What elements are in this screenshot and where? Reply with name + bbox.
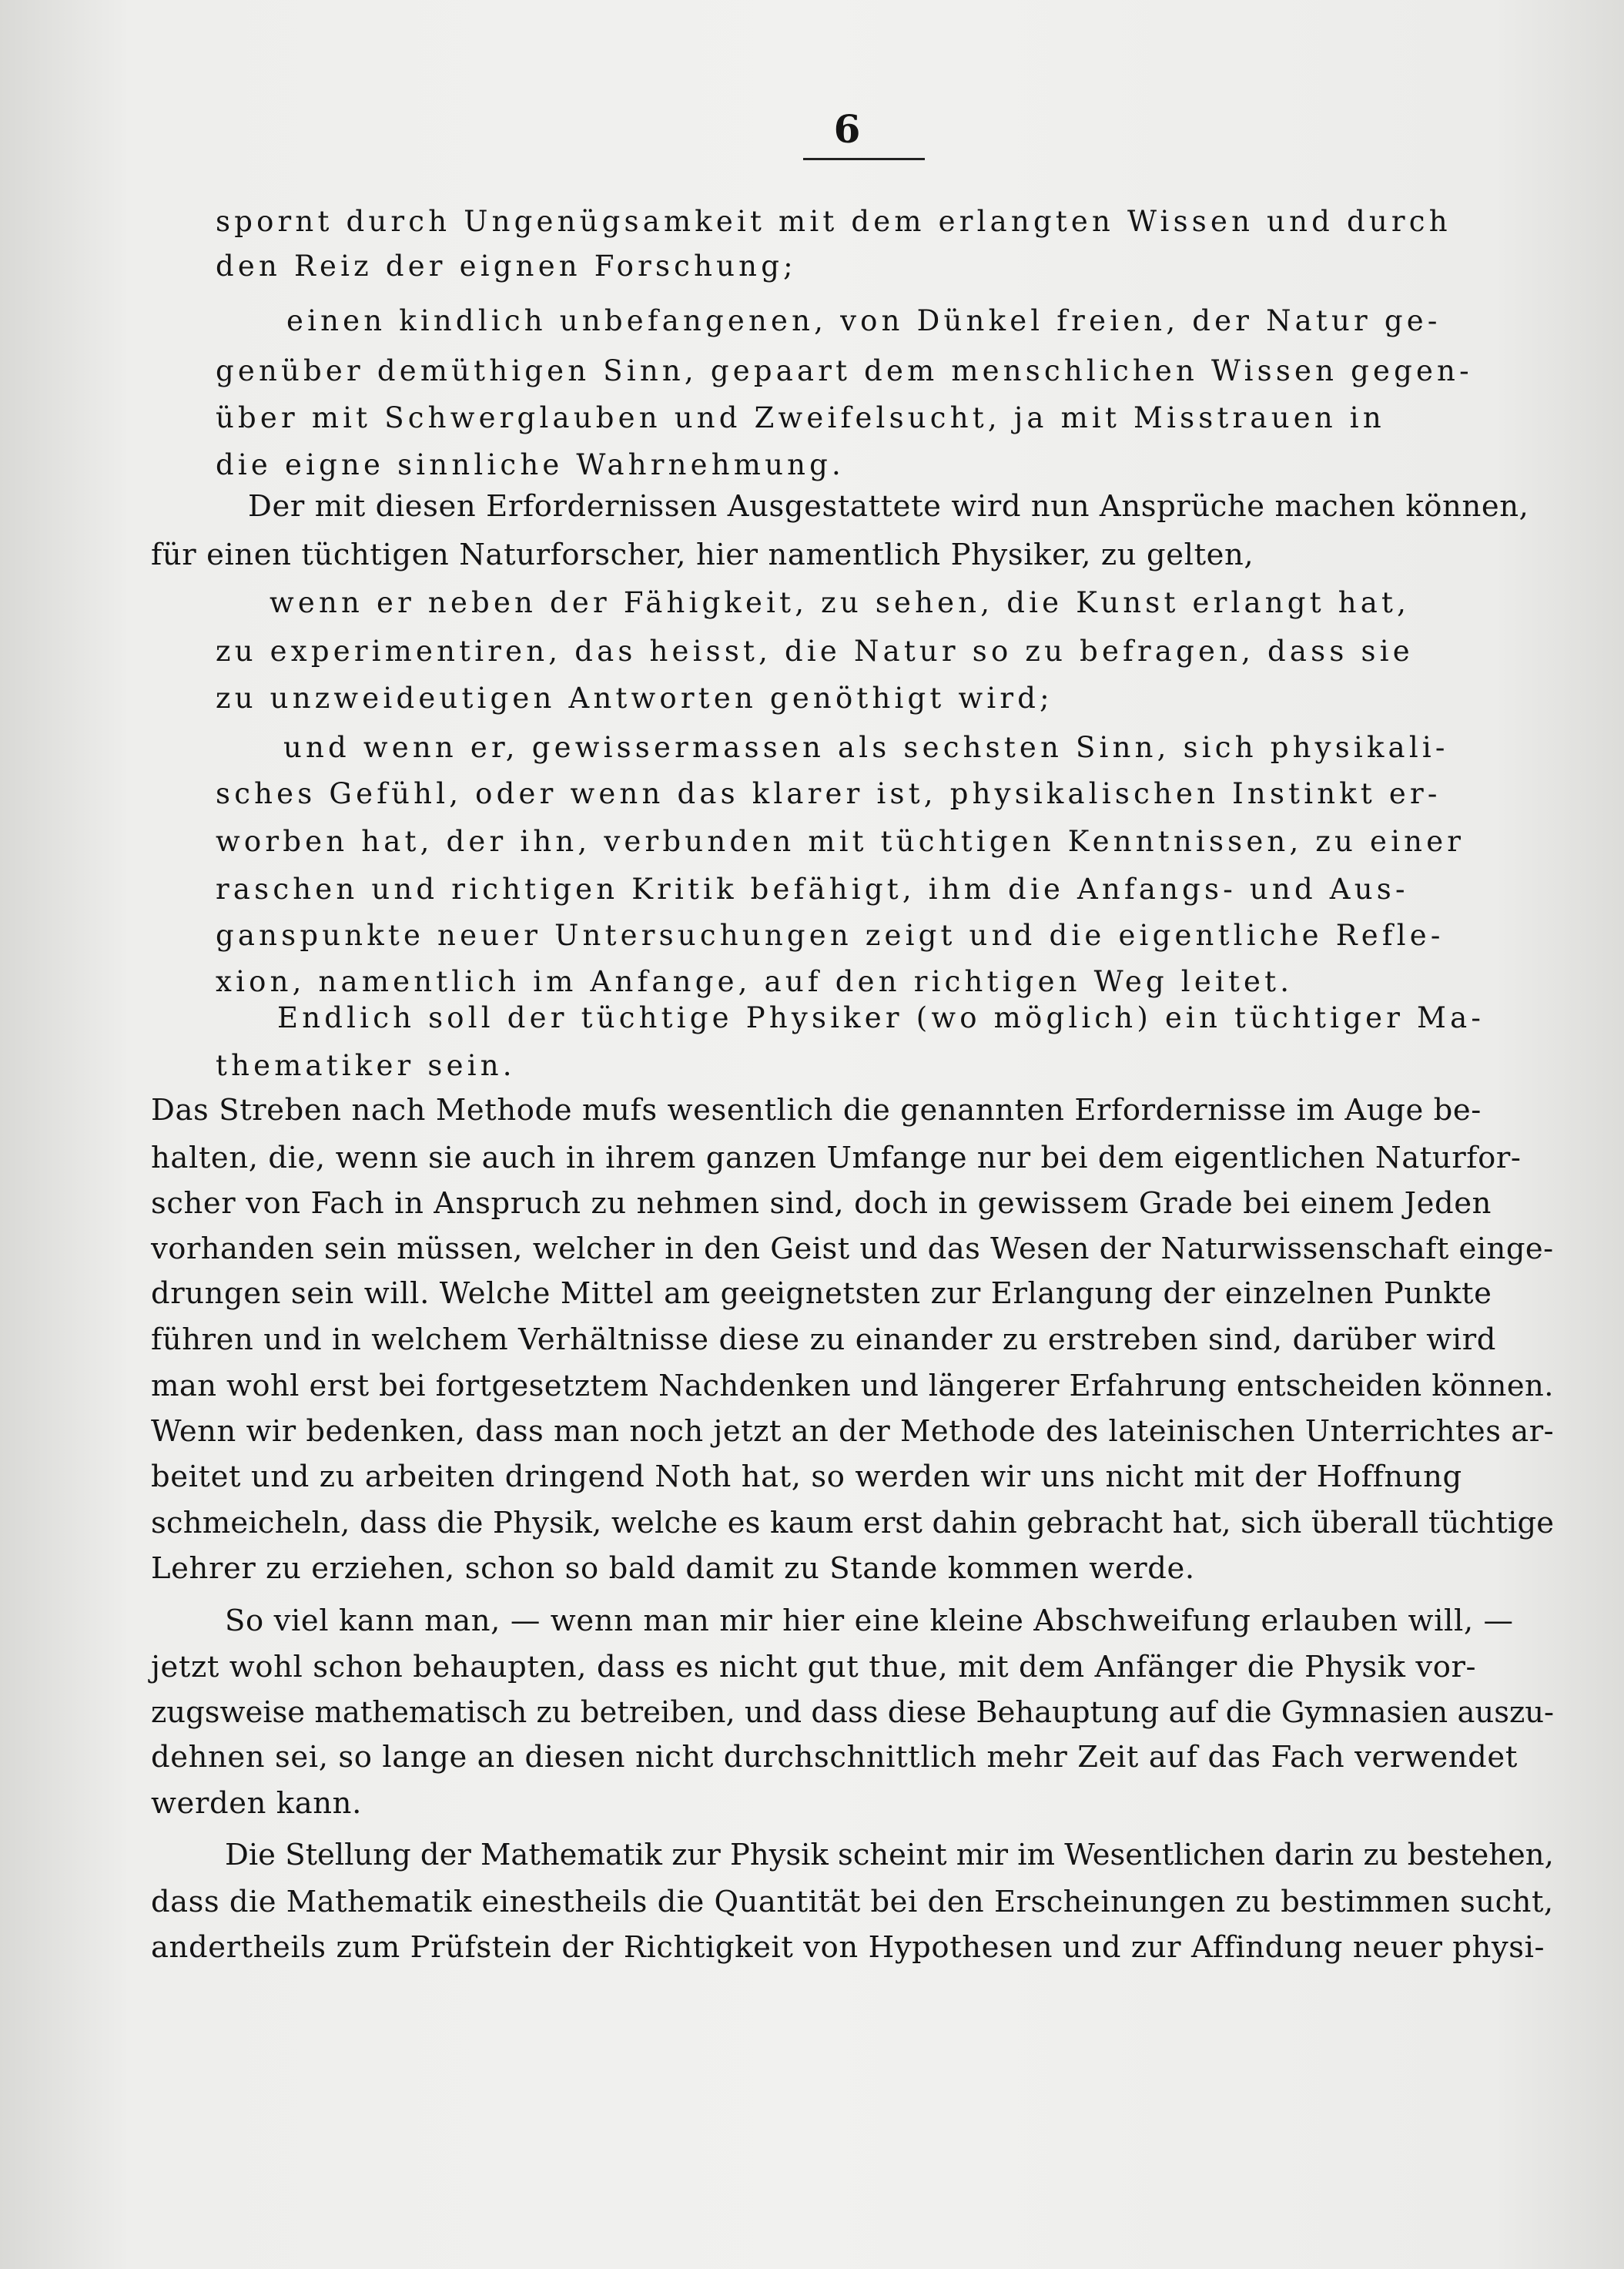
text-line-18: Endlich soll der tüchtige Physiker (wo möglich) ein tüchtiger Ma- <box>277 1001 1485 1034</box>
text-line-15: raschen und richtigen Kritik befähigt, ihm die Anfangs- und Aus- <box>216 873 1409 906</box>
text-line-6: die eigne sinnliche Wahrnehmung. <box>216 448 845 481</box>
text-line-9: wenn er neben der Fähigkeit, zu sehen, die Kunst erlangt hat, <box>270 586 1411 619</box>
text-line-26: man wohl erst bei fortgesetztem Nachdenken und längerer Erfahrung entscheiden können. <box>151 1369 1554 1403</box>
text-line-32: jetzt wohl schon behaupten, dass es nicht gut thue, mit dem Anfänger die Physik vor- <box>151 1650 1477 1684</box>
text-line-5: über mit Schwerglauben und Zweifelsucht, ja mit Misstrauen in <box>216 401 1385 434</box>
text-line-24: drungen sein will. Welche Mittel am geeignetsten zur Erlangung der einzelnen Punkte <box>151 1276 1492 1311</box>
text-line-21: halten, die, wenn sie auch in ihrem ganzen Umfange nur bei dem eigentlichen Naturfor- <box>151 1141 1522 1175</box>
text-line-3: einen kindlich unbefangenen, von Dünkel freien, der Natur ge- <box>286 304 1442 337</box>
text-line-28: beitet und zu arbeiten dringend Noth hat, so werden wir uns nicht mit der Hoffnung <box>151 1460 1462 1494</box>
text-line-7: Der mit diesen Erfordernissen Ausgestattete wird nun Ansprüche machen können, <box>248 489 1529 524</box>
text-line-27: Wenn wir bedenken, dass man noch jetzt an der Methode des lateinischen Unterrichtes ar- <box>151 1414 1555 1449</box>
text-line-12: und wenn er, gewissermassen als sechsten Sinn, sich physikali- <box>283 731 1449 764</box>
text-line-34: dehnen sei, so lange an diesen nicht durchschnittlich mehr Zeit auf das Fach verwendet <box>151 1740 1518 1775</box>
text-line-13: sches Gefühl, oder wenn das klarer ist, physikalischen Instinkt er- <box>216 777 1442 810</box>
text-line-4: genüber demüthigen Sinn, gepaart dem menschlichen Wissen gegen- <box>216 354 1473 387</box>
text-line-30: Lehrer zu erziehen, schon so bald damit zu Stande kommen werde. <box>151 1551 1195 1586</box>
page-number: 6 <box>833 106 861 152</box>
text-line-38: andertheils zum Prüfstein der Richtigkeit von Hypothesen und zur Affindung neuer physi- <box>151 1930 1545 1965</box>
text-line-23: vorhanden sein müssen, welcher in den Geist und das Wesen der Naturwissenschaft einge- <box>151 1232 1554 1266</box>
header-rule <box>803 158 925 160</box>
text-line-1: spornt durch Ungenügsamkeit mit dem erlangten Wissen und durch <box>216 205 1452 238</box>
text-line-25: führen und in welchem Verhältnisse diese zu einander zu erstreben sind, darüber wird <box>151 1322 1496 1357</box>
text-line-29: schmeicheln, dass die Physik, welche es kaum erst dahin gebracht hat, sich überall tüchtige <box>151 1506 1555 1540</box>
text-line-36: Die Stellung der Mathematik zur Physik scheint mir im Wesentlichen darin zu bestehen, <box>225 1838 1554 1872</box>
text-line-31: So viel kann man, — wenn man mir hier eine kleine Abschweifung erlauben will, — <box>225 1604 1514 1638</box>
text-line-2: den Reiz der eignen Forschung; <box>216 250 797 283</box>
text-line-8: für einen tüchtigen Naturforscher, hier namentlich Physiker, zu gelten, <box>151 538 1254 572</box>
text-line-37: dass die Mathematik einestheils die Quantität bei den Erscheinungen zu bestimmen sucht, <box>151 1885 1554 1919</box>
text-line-35: werden kann. <box>151 1786 362 1821</box>
text-line-22: scher von Fach in Anspruch zu nehmen sind, doch in gewissem Grade bei einem Jeden <box>151 1186 1492 1221</box>
text-line-10: zu experimentiren, das heisst, die Natur so zu befragen, dass sie <box>216 635 1414 668</box>
text-line-33: zugsweise mathematisch zu betreiben, und dass diese Behauptung auf die Gymnasien auszu- <box>151 1695 1555 1730</box>
text-line-19: thematiker sein. <box>216 1049 516 1082</box>
text-line-11: zu unzweideutigen Antworten genöthigt wird; <box>216 682 1053 715</box>
text-line-16: ganspunkte neuer Untersuchungen zeigt und die eigentliche Refle- <box>216 919 1445 952</box>
text-line-17: xion, namentlich im Anfange, auf den richtigen Weg leitet. <box>216 965 1294 998</box>
text-line-14: worben hat, der ihn, verbunden mit tüchtigen Kenntnissen, zu einer <box>216 825 1465 858</box>
text-line-20: Das Streben nach Methode mufs wesentlich die genannten Erfordernisse im Auge be- <box>151 1093 1482 1128</box>
